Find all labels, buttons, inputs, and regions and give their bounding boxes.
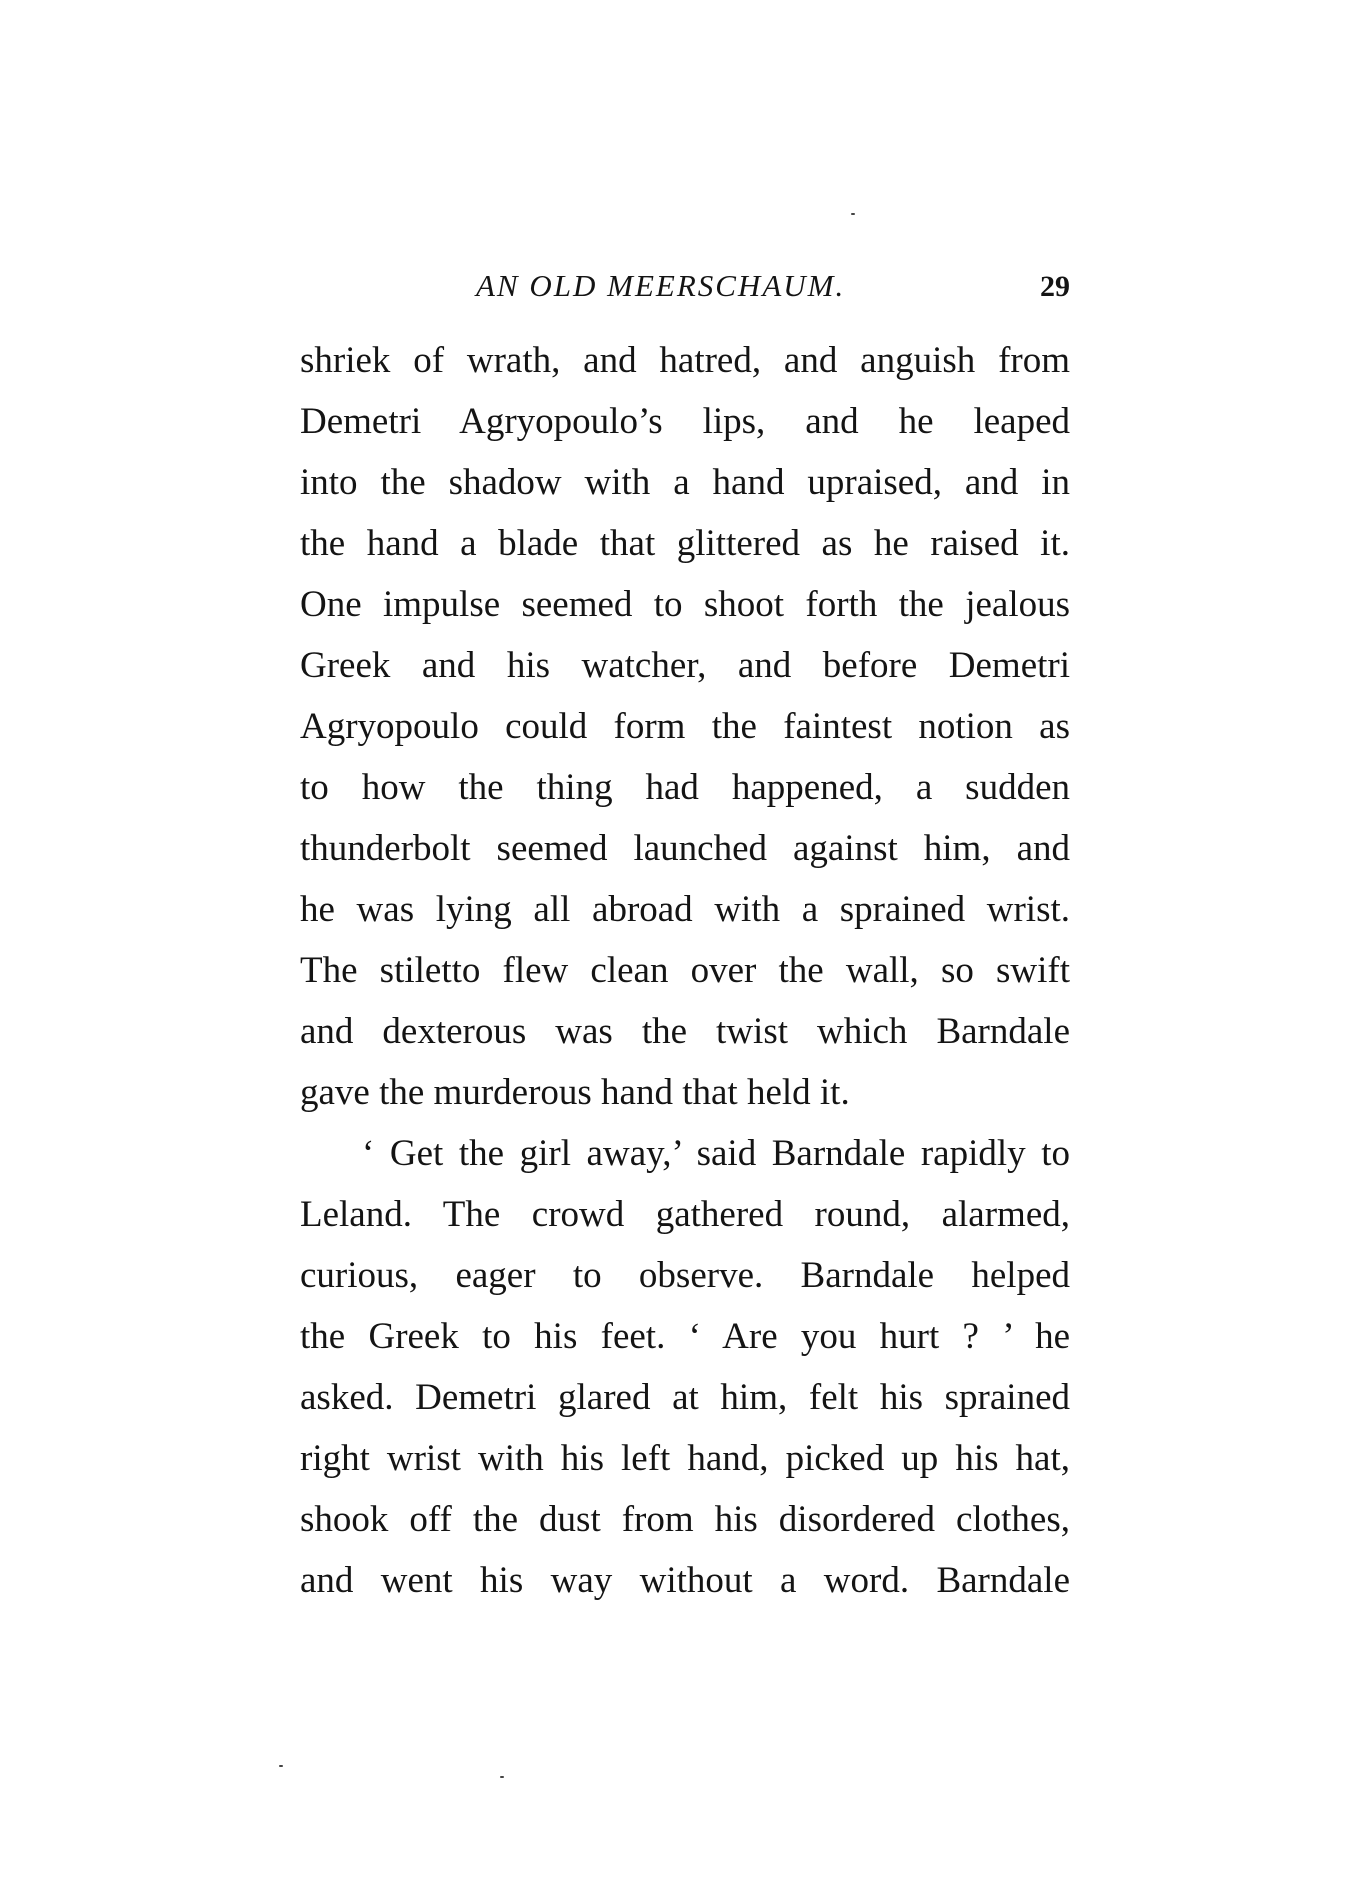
running-title: AN OLD MEERSCHAUM. <box>476 268 846 303</box>
text-line: gave the murderous hand that held it. <box>300 1072 850 1113</box>
text-line: asked. Demetri glared at him, felt his sprained <box>300 1377 1070 1418</box>
text-line: The stiletto flew clean over the wall, so swift <box>300 950 1070 991</box>
text-line: to how the thing had happened, a sudden <box>300 767 1070 808</box>
scan-speck <box>500 1776 504 1778</box>
running-head <box>300 268 1070 308</box>
text-line: Agryopoulo could form the faintest notion as <box>300 706 1070 747</box>
text-line: right wrist with his left hand, picked up his hat, <box>300 1438 1070 1479</box>
page-number: 29 <box>1040 270 1070 303</box>
text-line: shriek of wrath, and hatred, and anguish from <box>300 340 1070 381</box>
body-text <box>300 330 1070 1611</box>
text-line: ‘ Get the girl away,’ said Barndale rapidly to <box>362 1133 1070 1174</box>
text-line: he was lying all abroad with a sprained wrist. <box>300 889 1070 930</box>
scan-speck <box>279 1765 283 1767</box>
text-line: shook off the dust from his disordered clothes, <box>300 1499 1070 1540</box>
text-line: Demetri Agryopoulo’s lips, and he leaped <box>300 401 1070 442</box>
text-line: One impulse seemed to shoot forth the jealous <box>300 584 1070 625</box>
text-line: the Greek to his feet. ‘ Are you hurt ? ’ he <box>300 1316 1070 1357</box>
text-line: Greek and his watcher, and before Demetri <box>300 645 1070 686</box>
text-line: Leland. The crowd gathered round, alarmed, <box>300 1194 1070 1235</box>
text-line: thunderbolt seemed launched against him, and <box>300 828 1070 869</box>
text-line: and went his way without a word. Barndale <box>300 1560 1070 1601</box>
text-line: and dexterous was the twist which Barndale <box>300 1011 1070 1052</box>
text-line: curious, eager to observe. Barndale helped <box>300 1255 1070 1296</box>
scan-speck <box>851 213 855 215</box>
text-line: the hand a blade that glittered as he raised it. <box>300 523 1070 564</box>
text-line: into the shadow with a hand upraised, and in <box>300 462 1070 503</box>
